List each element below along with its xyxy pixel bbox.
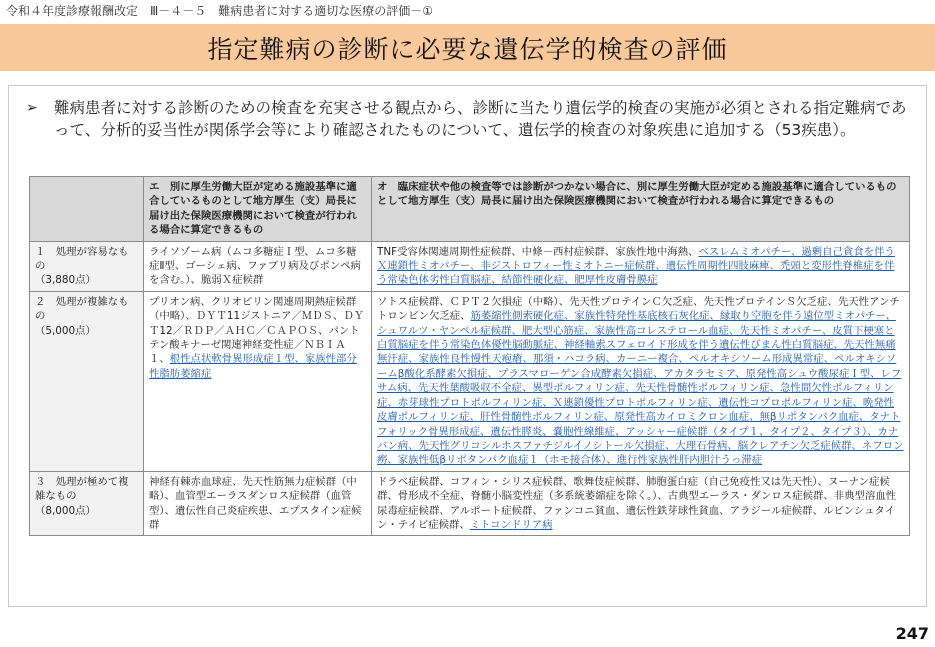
existing-diseases: TNF受容体関連周期性症候群、中條－西村症候群、家族性地中海熱、 [377, 245, 699, 258]
row-label-cell [30, 241, 144, 291]
added-diseases: ミトコンドリア病 [469, 518, 553, 531]
table-row [30, 241, 910, 291]
category-o-cell [372, 471, 910, 536]
existing-diseases: ドラベ症候群、コフィン・シリス症候群、歌舞伎症候群、肺胞蛋白症（自己免疫性又は先天性）、ヌーナン症候群、骨形成不全症、脊髄小脳変性症（多系統萎縮症を除く。）、古典型エーラス・ダンロス症候群、非典型溶血性尿毒症症候群、アルポート症候群、ファンコニ貧血、遺伝性鉄芽球性貧血、アラジール症候群、ルビンシュタイン・テイビ症候群、 [377, 475, 897, 531]
disease-table [29, 176, 910, 536]
added-diseases: 根性点状軟骨異形成症１型、家族性部分性脂肪萎縮症 [149, 353, 357, 380]
added-diseases: 筋萎縮性側索硬化症、家族性特発性基底核石灰化症、縁取り空胞を伴う遠位型ミオパチー、シュワルツ・ヤンペル症候群、肥大型心筋症、家族性高コレステロール血症、先天性ミオパチー、皮質下梗塞と白質脳症を伴う常染色体優性脳動脈症、神経軸索スフェロイド形成を伴う遺伝性びまん性白質脳症、先天性無痛無汗症、家族性良性慢性天疱瘡、那須・ハコラ病、カーニー複合、ペルオキシソーム形成異常症、ペルオキシソームβ酸化系酵素欠損症、プラスマローゲン合成酵素欠損症、アカタラセミア、原発性高シュウ酸尿症Ｉ型、レフサム病、先天性葉酸吸収不全症、異型ポルフィリン症、先天性骨髄性ポルフィリン症、急性間欠性ポルフィリン症、赤芽球性プロトポルフィリン症、Ｘ連鎖優性プロトポルフィリン症、遺伝性コプロポルフィリン症、晩発性皮膚ポルフィリン症、肝性骨髄性ポルフィリン症、原発性高カイロミクロン血症、無βリポタンパク血症、タナトフォリック骨異形成症、遺伝性膵炎、嚢胞性線維症、アッシャー症候群（タイプ１、タイプ２、タイプ３）、カナバン病、先天性グリコシルホスファチジルイノシトール欠損症、大理石骨病、脳クレアチン欠乏症候群、ネフロン癆、家族性低βリポタンパク血症１（ホモ接合体）、進行性家族性肝内胆汁うっ滞症 [377, 310, 904, 467]
page-number: 247 [895, 624, 929, 643]
row-points: （3,880点） [35, 274, 96, 287]
bullet-point [26, 97, 916, 141]
row-label: ２ 処理が複雑なもの [35, 295, 129, 323]
page-title: 指定難病の診断に必要な遺伝学的検査の評価 [207, 34, 728, 64]
row-label: ３ 処理が極めて複雑なもの [35, 475, 129, 503]
category-o-cell [372, 291, 910, 471]
title-banner [0, 24, 935, 71]
table-row [30, 471, 910, 536]
row-label-cell [30, 471, 144, 536]
existing-diseases: ライソゾーム病（ムコ多糖症Ｉ型、ムコ多糖症Ⅱ型、ゴーシェ病、ファブリ病及びポンペ病を含む。）、脆弱Ｘ症候群 [149, 245, 361, 287]
header-category-o: オ 臨床症状や他の検査等では診断がつかない場合に、別に厚生労働大臣が定める施設基準に適合しているものとして地方厚生（支）局長に届け出た保険医療機関において検査が行われる場合に算定できるもの [372, 177, 910, 242]
existing-diseases: プリオン病、クリオピリン関連周期熱症候群（中略）、ＤＹＴ11ジストニア／ＭＤＳ、ＤＹＴ12／ＲＤＰ／ＡＨＣ／ＣＡＰＯＳ、パントテン酸キナーゼ関連神経変性症／ＮＢＩＡ１、 [149, 295, 365, 366]
arrow-bullet-icon: ➢ [26, 100, 38, 116]
existing-diseases: 神経有棘赤血球症、先天性筋無力症候群（中略）、血管型エーラスダンロス症候群（血管型）、遺伝性自己炎症疾患、エプスタイン症候群 [149, 475, 362, 531]
category-o-cell [372, 241, 910, 291]
existing-diseases: ソトス症候群、ＣＰＴ２欠損症（中略）、先天性プロテインＣ欠乏症、先天性プロテインＳ欠乏症、先天性アンチトロンビン欠乏症、 [377, 295, 900, 323]
row-points: （5,000点） [35, 324, 96, 337]
category-e-cell [144, 291, 372, 471]
category-e-cell [144, 241, 372, 291]
table-row [30, 291, 910, 471]
row-label: １ 処理が容易なもの [35, 245, 129, 273]
category-e-cell [144, 471, 372, 536]
header-caption: 令和４年度診療報酬改定 Ⅲ－４－５ 難病患者に対する適切な医療の評価－① [6, 4, 434, 18]
row-points: （8,000点） [35, 504, 96, 517]
row-label-cell [30, 291, 144, 471]
header-category-e: エ 別に厚生労働大臣が定める施設基準に適合しているものとして地方厚生（支）局長に届け出た保険医療機関において検査が行われる場合に算定できるもの [144, 177, 372, 242]
header-empty-cell [30, 177, 144, 242]
table-header-row [30, 177, 910, 242]
bullet-text: 難病患者に対する診断のための検査を充実させる観点から、診断に当たり遺伝学的検査の実施が必須とされる指定難病であって、分析的妥当性が関係学会等により確認されたものについて、遺伝学的検査の対象疾患に追加する（53疾患）。 [54, 99, 907, 139]
added-diseases: ベスレムミオパチー、過剰自己貪食を伴うＸ連鎖性ミオパチー、非ジストロフィー性ミオトニー症候群、遺伝性周期性四肢麻痺、禿頭と変形性脊椎症を伴う常染色体劣性白質脳症、結節性硬化症、肥厚性皮膚骨膜症 [377, 245, 895, 287]
